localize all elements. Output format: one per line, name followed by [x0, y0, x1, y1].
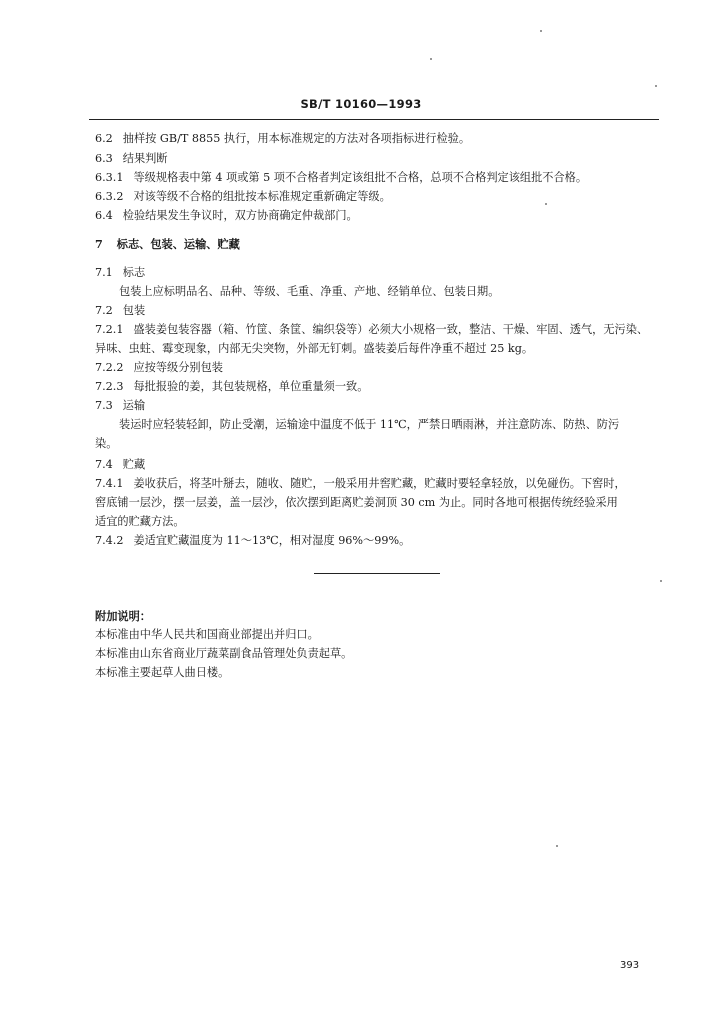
clause-text: 窖底铺一层沙，摆一层姜，盖一层沙，依次摆到距离贮姜洞顶 30 cm 为止。同时各地可根据传统经验采用 [95, 496, 618, 509]
clause-text: 染。 [95, 437, 118, 450]
clause-6-3-2 [95, 190, 391, 204]
clause-text: 运输 [122, 399, 146, 412]
clause-number: 6.3 [95, 152, 113, 165]
clause-text: 适宜的贮藏方法。 [95, 515, 185, 528]
clause-7-3-body-cont [95, 437, 117, 451]
clause-7-2-1-cont [95, 342, 533, 356]
clause-7-4-1 [95, 477, 626, 491]
clause-7-2-3 [95, 380, 368, 394]
clause-7-3 [95, 399, 145, 413]
clause-number: 6.4 [95, 209, 113, 222]
clause-text: 姜适宜贮藏温度为 11～13℃，相对湿度 96%～99%。 [133, 534, 411, 547]
clause-7-4-2 [95, 534, 410, 548]
clause-text: 结果判断 [122, 152, 168, 165]
scan-speck [556, 845, 558, 847]
clause-7-2-2 [95, 361, 223, 375]
scan-speck [655, 85, 657, 87]
clause-6-3-1 [95, 171, 587, 185]
clause-7-1 [95, 266, 145, 280]
scan-speck [430, 58, 432, 60]
page-number: 393 [620, 960, 640, 971]
clause-7-4 [95, 458, 145, 472]
clause-text: 贮藏 [122, 458, 146, 471]
standard-number-header: SB/T 10160—1993 [300, 97, 422, 111]
clause-text: 标志 [122, 266, 146, 279]
clause-7-4-1-cont2 [95, 515, 185, 529]
clause-number: 7.3 [95, 399, 113, 412]
note-item: 本标准由中华人民共和国商业部提出并归口。 [95, 628, 319, 641]
clause-text: 盛装姜包装容器（箱、竹筐、条筐、编织袋等）必须大小规格一致，整洁、干燥、牢固、透气，无污染、 [133, 323, 649, 336]
clause-7-4-1-cont [95, 496, 618, 510]
clause-text: 姜收获后，将茎叶掰去，随收、随贮，一般采用井窖贮藏，贮藏时要轻拿轻放，以免碰伤。下窖时， [133, 477, 626, 490]
note-item: 本标准主要起草人曲日楼。 [95, 666, 230, 679]
clause-7-2-1 [95, 323, 648, 337]
clause-number: 7.2 [95, 304, 113, 317]
clause-text: 应按等级分别包装 [133, 361, 223, 374]
scan-speck [545, 203, 547, 205]
section-title: 标志、包装、运输、贮藏 [116, 237, 240, 251]
scan-speck [660, 580, 662, 582]
end-of-text-rule [314, 573, 440, 574]
clause-number: 6.3.2 [95, 190, 124, 203]
clause-text: 每批报验的姜，其包装规格，单位重量须一致。 [133, 380, 369, 393]
clause-text: 等级规格表中第 4 项或第 5 项不合格者判定该组批不合格，总项不合格判定该组批不合格。 [133, 171, 588, 184]
clause-7-2 [95, 304, 145, 318]
clause-text: 装运时应轻装轻卸，防止受潮，运输途中温度不低于 11℃，严禁日晒雨淋，并注意防冻、防热、防污 [119, 418, 620, 431]
clause-number: 7.4 [95, 458, 113, 471]
section-number: 7 [95, 237, 103, 251]
clause-text: 检验结果发生争议时，双方协商确定仲裁部门。 [122, 209, 358, 222]
header-rule [89, 119, 659, 120]
note-item: 本标准由山东省商业厅蔬菜副食品管理处负责起草。 [95, 647, 353, 660]
clause-number: 6.2 [95, 132, 113, 145]
clause-6-2 [95, 132, 470, 146]
clause-text: 对该等级不合格的组批按本标准规定重新确定等级。 [133, 190, 391, 203]
clause-number: 7.2.3 [95, 380, 124, 393]
clause-number: 7.2.2 [95, 361, 124, 374]
clause-6-3 [95, 152, 168, 166]
clause-number: 7.2.1 [95, 323, 124, 336]
clause-text: 异味、虫蛀、霉变现象，内部无尖突物，外部无钉刺。盛装姜后每件净重不超过 25 kg。 [95, 342, 534, 355]
clause-text: 抽样按 GB/T 8855 执行，用本标准规定的方法对各项指标进行检验。 [122, 132, 471, 145]
clause-7-1-body [119, 285, 499, 299]
clause-number: 6.3.1 [95, 171, 124, 184]
clause-number: 7.4.2 [95, 534, 124, 547]
clause-text: 包装 [122, 304, 146, 317]
clause-7-3-body [119, 418, 619, 432]
section-7-heading [95, 237, 240, 251]
clause-text: 包装上应标明品名、品种、等级、毛重、净重、产地、经销单位、包装日期。 [119, 285, 500, 298]
clause-number: 7.4.1 [95, 477, 124, 490]
notes-title: 附加说明： [95, 609, 151, 623]
clause-6-4 [95, 209, 358, 223]
clause-number: 7.1 [95, 266, 113, 279]
scan-speck [540, 30, 542, 32]
